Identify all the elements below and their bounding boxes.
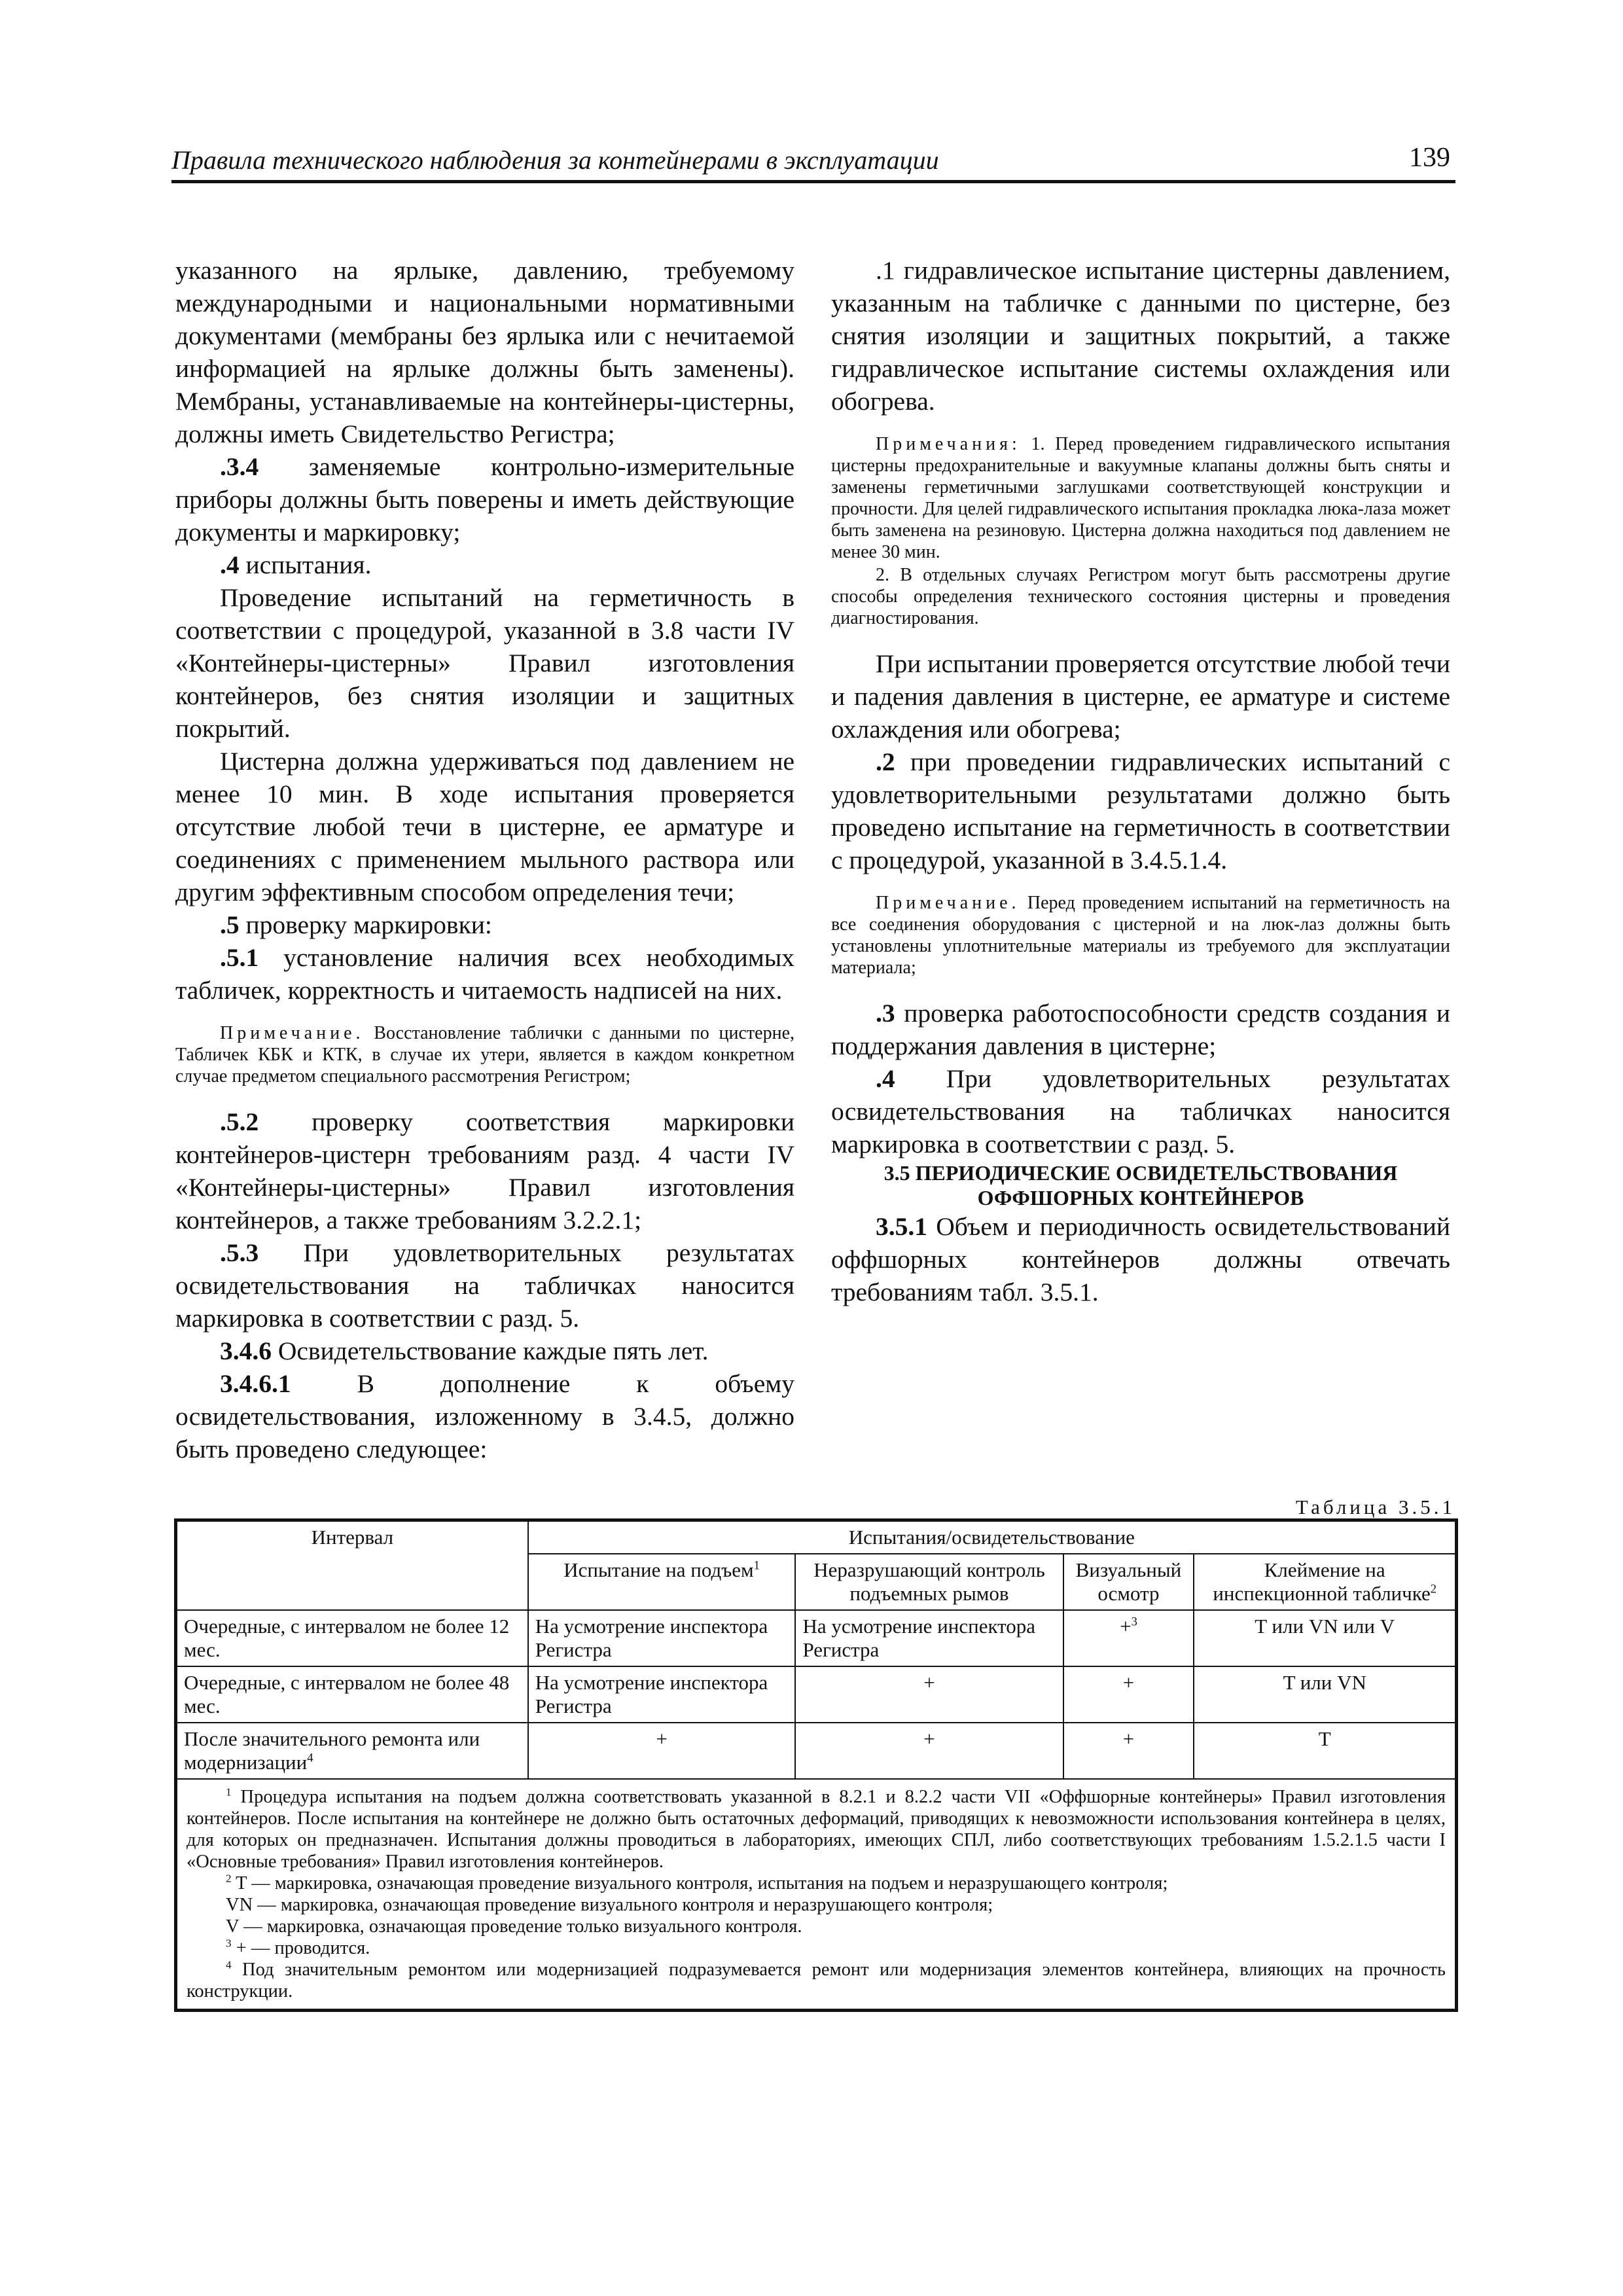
- cell-visual: +: [1063, 1666, 1194, 1723]
- note: [831, 433, 1450, 563]
- note-text: Восстановление таблички с данными по цистерне, Табличек КБК и КТК, в случае их утери, является в каждом конкретном случае предметом специального рассмотрения Регистром;: [175, 1023, 794, 1086]
- footnote-text: Процедура испытания на подъем должна соответствовать указанной в 8.2.1 и 8.2.2 части VII «Оффшорные контейнеры» Правил изготовления контейнеров. После испытания на контейнере не должно быть остаточных деформаций, приводящих к невозможности использования контейнера в целях, для которых он предназначен. Испытания должны проводиться в лабораториях, имеющих СПЛ, либо соответствующих требованиям 1.5.2.1.5 части I «Основные требования» Правил изготовления контейнеров.: [187, 1787, 1446, 1872]
- clause-text: Объем и периодичность освидетельствований оффшорных контейнеров должны отвечать требованиям табл. 3.5.1.: [831, 1212, 1450, 1306]
- paragraph: Проведение испытаний на герметичность в соответствии с процедурой, указанной в 3.8 части IV «Контейнеры-цистерны» Правил изготовления контейнеров, без снятия изоляции и защитных покрытий.: [175, 583, 794, 743]
- clause-text: испытания.: [239, 550, 372, 579]
- header-text: Испытание на подъем: [563, 1558, 754, 1581]
- footnote: [187, 1959, 1446, 2002]
- footnote-ref: 3: [1131, 1615, 1137, 1629]
- paragraph: [175, 1105, 794, 1236]
- footnote: V — маркировка, означающая проведение только визуального контроля.: [226, 1916, 802, 1937]
- left-column: [175, 254, 794, 1465]
- clause-text: проверку соответствия маркировки контейнеров-цистерн требованиям разд. 4 части IV «Контейнеры-цистерны» Правил изготовления контейнеров, а также требованиям 3.2.2.1;: [175, 1107, 794, 1234]
- footnote: [187, 1873, 1446, 1894]
- note-label: Примечание.: [220, 1023, 365, 1043]
- clause-number: .4: [220, 550, 240, 579]
- clause-number: .5.3: [220, 1238, 259, 1267]
- cell-interval: [176, 1723, 528, 1779]
- table-caption: Таблица 3.5.1: [1295, 1496, 1455, 1518]
- footnote-mark: 4: [226, 1958, 232, 1971]
- cell-interval: Очередные, с интервалом не более 48 мес.: [176, 1666, 528, 1723]
- cell-ndt: +: [795, 1666, 1063, 1723]
- header-title: Правила технического наблюдения за контейнерами в эксплуатации: [171, 145, 939, 175]
- table-footnotes-row: [176, 1779, 1457, 2011]
- table-footnotes: [176, 1779, 1457, 2011]
- clause-text: При удовлетворительных результатах освидетельствования на табличках наносится маркировка в соответствии с разд. 5.: [175, 1238, 794, 1333]
- clause-number: .3.4: [220, 452, 259, 481]
- cell-marking: T или VN: [1194, 1666, 1456, 1723]
- footnote-ref: 2: [1430, 1582, 1437, 1596]
- page-number: 139: [1409, 143, 1450, 173]
- paragraph: [175, 1335, 794, 1367]
- table-row: [176, 1610, 1457, 1666]
- paragraph: [175, 941, 794, 1007]
- clause-number: .5.1: [220, 943, 259, 972]
- cell-text: После значительного ремонта или модернизации: [184, 1727, 480, 1774]
- paragraph: [831, 745, 1450, 876]
- footnote-mark: 2: [226, 1872, 232, 1885]
- header-visual: Визуальный осмотр: [1063, 1554, 1194, 1610]
- cell-visual: +: [1063, 1723, 1194, 1779]
- header-ndt: Неразрушающий контроль подъемных рымов: [795, 1554, 1063, 1610]
- clause-text: проверку маркировки:: [239, 910, 492, 939]
- footnote-mark: 1: [226, 1785, 232, 1799]
- footnote-mark: 3: [226, 1937, 232, 1950]
- note: [175, 1022, 794, 1087]
- clause-number: .3: [876, 999, 895, 1028]
- section-heading: [831, 1160, 1450, 1210]
- clause-number: .5.2: [220, 1107, 259, 1136]
- header-group: Испытания/освидетельствование: [528, 1520, 1457, 1554]
- clause-text: В дополнение к объему освидетельствования, изложенному в 3.4.5, должно быть проведено следующее:: [175, 1369, 794, 1463]
- right-column: [831, 254, 1450, 1308]
- clause-text: при проведении гидравлических испытаний с удовлетворительными результатами должно быть проведено испытание на герметичность в соответствии с процедурой, указанной в 3.4.5.1.4.: [831, 747, 1450, 874]
- paragraph: указанного на ярлыке, давлению, требуемому международными и национальными нормативными документами (мембраны без ярлыка или с нечитаемой информацией на ярлыке должны быть заменены). Мембраны, устанавливаемые на контейнеры-цистерны, должны иметь Свидетельство Регистра;: [175, 256, 794, 448]
- section-heading-line: ОФФШОРНЫХ КОНТЕЙНЕРОВ: [977, 1186, 1304, 1210]
- footnote: [187, 1786, 1446, 1873]
- cell-lift-test: На усмотрение инспектора Регистра: [528, 1666, 796, 1723]
- paragraph: [831, 1062, 1450, 1160]
- footnote-text: T — маркировка, означающая проведение визуального контроля, испытания на подъем и неразрушающего контроля;: [231, 1873, 1168, 1893]
- note-text: Перед проведением испытаний на герметичность на все соединения оборудования с цистерной и на люк-лаз должны быть установлены уплотнительные материалы из требуемого для эксплуатации материала;: [831, 893, 1450, 978]
- cell-text: +: [1120, 1615, 1132, 1638]
- clause-text: При удовлетворительных результатах освидетельствования на табличках наносится маркировка в соответствии с разд. 5.: [831, 1064, 1450, 1158]
- paragraph: [175, 908, 794, 941]
- footnote-text: + — проводится.: [231, 1938, 370, 1958]
- footnote: [187, 1937, 1446, 1959]
- paragraph: [831, 1210, 1450, 1308]
- note-label: Примечание.: [876, 893, 1020, 913]
- paragraph: [175, 450, 794, 548]
- cell-lift-test: +: [528, 1723, 796, 1779]
- clause-text: заменяемые контрольно-измерительные приборы должны быть поверены и иметь действующие документы и маркировку;: [175, 452, 794, 547]
- running-header: [171, 141, 1455, 183]
- cell-ndt: +: [795, 1723, 1063, 1779]
- header-lift-test: [528, 1554, 796, 1610]
- survey-table: [174, 1518, 1458, 2012]
- note-text: 1. Перед проведением гидравлического испытания цистерны предохранительные и вакуумные клапаны должны быть сняты и заменены герметичными заглушками соответствующей конструкции и прочности. Для целей гидравлического испытания прокладка люка-лаза может быть заменена на резиновую. Цистерна должна находиться под давлением не менее 30 мин.: [831, 434, 1450, 562]
- section-heading-line: 3.5 ПЕРИОДИЧЕСКИЕ ОСВИДЕТЕЛЬСТВОВАНИЯ: [883, 1161, 1398, 1185]
- paragraph: .1 гидравлическое испытание цистерны давлением, указанным на табличке с данными по цистерне, без снятия изоляции и защитных покрытий, а также гидравлическое испытание системы охлаждения или обогрева.: [831, 256, 1450, 416]
- table-row: [176, 1723, 1457, 1779]
- footnote-ref: 1: [753, 1558, 760, 1573]
- paragraph: [175, 1236, 794, 1335]
- table-row: [176, 1666, 1457, 1723]
- cell-marking: T: [1194, 1723, 1456, 1779]
- footnote-text: Под значительным ремонтом или модернизацией подразумевается ремонт или модернизация элементов контейнера, влияющих на прочность конструкции.: [187, 1960, 1446, 2001]
- paragraph: [175, 548, 794, 581]
- paragraph: При испытании проверяется отсутствие любой течи и падения давления в цистерне, ее арматуре и системе охлаждения или обогрева;: [831, 649, 1450, 744]
- paragraph: [175, 1367, 794, 1465]
- header-interval: Интервал: [176, 1520, 528, 1611]
- paragraph: [831, 997, 1450, 1062]
- paragraph: Цистерна должна удерживаться под давлением не менее 10 мин. В ходе испытания проверяется отсутствие любой течи в цистерне, ее арматуре и соединениях с применением мыльного раствора или другим эффективным способом определения течи;: [175, 747, 794, 906]
- clause-number: .2: [876, 747, 895, 776]
- cell-lift-test: На усмотрение инспектора Регистра: [528, 1610, 796, 1666]
- clause-number: 3.5.1: [876, 1212, 927, 1241]
- clause-number: .4: [876, 1064, 895, 1093]
- cell-marking: T или VN или V: [1194, 1610, 1456, 1666]
- clause-number: .5: [220, 910, 240, 939]
- table-header-row: [176, 1520, 1457, 1554]
- header-marking: [1194, 1554, 1456, 1610]
- clause-text: Освидетельствование каждые пять лет.: [272, 1336, 709, 1365]
- cell-ndt: На усмотрение инспектора Регистра: [795, 1610, 1063, 1666]
- footnote-ref: 4: [307, 1751, 313, 1765]
- clause-number: 3.4.6.1: [220, 1369, 291, 1398]
- note: [831, 892, 1450, 978]
- clause-text: установление наличия всех необходимых табличек, корректность и читаемость надписей на них.: [175, 943, 794, 1005]
- clause-number: 3.4.6: [220, 1336, 272, 1365]
- cell-visual: [1063, 1610, 1194, 1666]
- header-text: Клеймение на инспекционной табличке: [1213, 1558, 1431, 1605]
- footnote: VN — маркировка, означающая проведение визуального контроля и неразрушающего контроля;: [226, 1895, 993, 1915]
- clause-text: проверка работоспособности средств создания и поддержания давления в цистерне;: [831, 999, 1450, 1060]
- cell-interval: Очередные, с интервалом не более 12 мес.: [176, 1610, 528, 1666]
- note-label: Примечания:: [876, 434, 1021, 454]
- note: 2. В отдельных случаях Регистром могут быть рассмотрены другие способы определения технического состояния цистерны и проведения диагностирования.: [831, 565, 1450, 628]
